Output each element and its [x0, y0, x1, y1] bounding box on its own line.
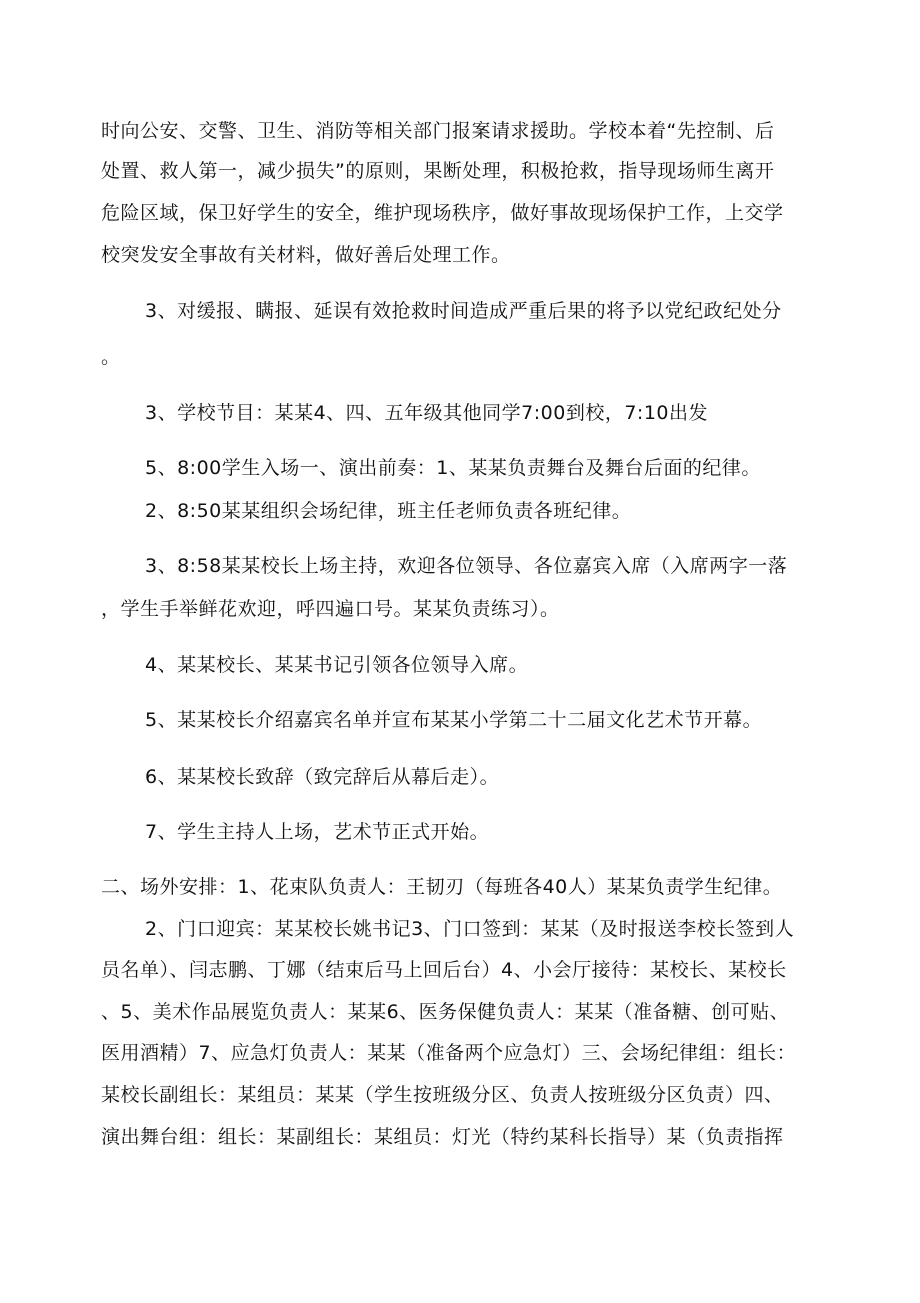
text-line: 。	[101, 346, 121, 368]
text-line: 时向公安、交警、卫生、消防等相关部门报案请求援助。学校本着“先控制、后	[101, 120, 775, 142]
text-line: 2、门口迎宾：某某校长姚书记3、门口签到：某某（及时报送李校长签到人	[145, 918, 795, 940]
text-line: 2、8:50某某组织会场纪律，班主任老师负责各班纪律。	[145, 500, 632, 522]
text-line: 5、某某校长介绍嘉宾名单并宣布某某小学第二十二届文化艺术节开幕。	[145, 709, 763, 731]
text-line: 5、8:00学生入场一、演出前奏：1、某某负责舞台及舞台后面的纪律。	[145, 457, 761, 479]
text-line: 医用酒精）7、应急灯负责人：某某（准备两个应急灯）三、会场纪律组：组长：	[101, 1042, 797, 1064]
text-line: 3、8:58某某校长上场主持，欢迎各位领导、各位嘉宾入席（入席两字一落	[145, 555, 788, 577]
text-line: 处置、救人第一，减少损失”的原则，果断处理，积极抢救，指导现场师生离开	[101, 160, 775, 182]
text-line: 4、某某校长、某某书记引领各位领导入席。	[145, 654, 529, 676]
text-line: 员名单）、闫志鹏、丁娜（结束后马上回后台）4、小会厅接待：某校长、某校长	[101, 959, 787, 981]
text-line: 3、学校节目：某某4、四、五年级其他同学7:00到校，7:10出发	[145, 402, 709, 424]
text-line: 7、学生主持人上场，艺术节正式开始。	[145, 821, 490, 843]
text-line: 3、对缓报、瞒报、延误有效抢救时间造成严重后果的将予以党纪政纪处分	[145, 300, 782, 322]
text-line: 演出舞台组：组长：某副组长：某组员：灯光（特约某科长指导）某（负责指挥	[101, 1126, 784, 1148]
text-line: 、5、美术作品展览负责人：某某6、医务保健负责人：某某（准备糖、创可贴、	[101, 1001, 790, 1023]
text-line: 二、场外安排：1、花束队负责人：王韧刃（每班各40人）某某负责学生纪律。	[101, 876, 783, 898]
text-line: 某校长副组长：某组员：某某（学生按班级分区、负责人按班级分区负责）四、	[101, 1084, 784, 1106]
text-line: 6、某某校长致辞（致完辞后从幕后走）。	[145, 766, 500, 788]
text-line: 危险区域，保卫好学生的安全，维护现场秩序，做好事故现场保护工作，上交学	[101, 202, 784, 224]
text-line: ，学生手举鲜花欢迎，呼四遍口号。某某负责练习）。	[101, 598, 560, 620]
text-line: 校突发安全事故有关材料，做好善后处理工作。	[101, 244, 511, 266]
